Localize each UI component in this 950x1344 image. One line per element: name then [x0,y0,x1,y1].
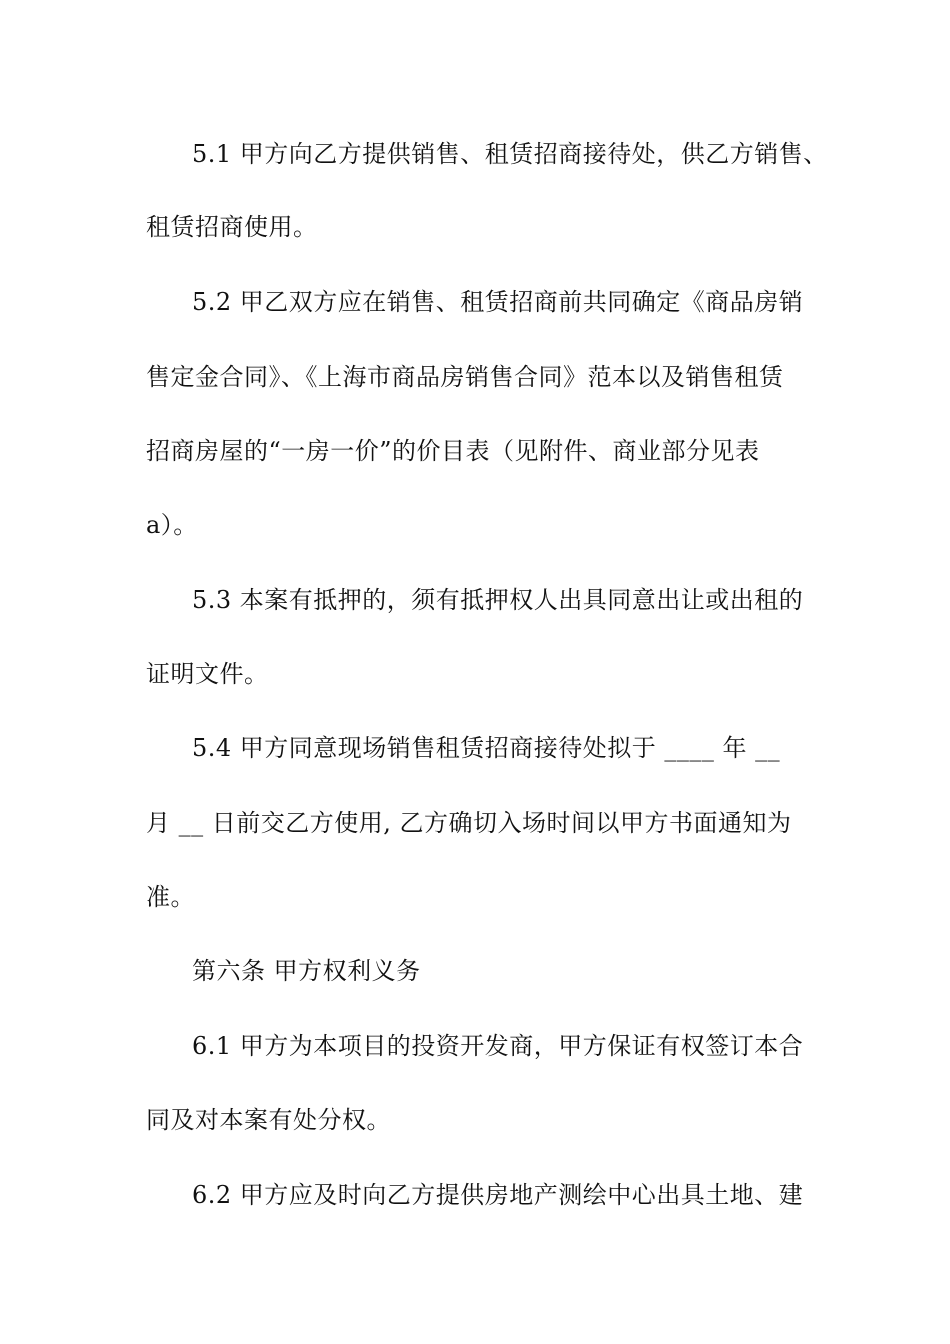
clause-5-3-line-1: 5.3 本案有抵押的，须有抵押权人出具同意出让或出租的 [192,586,804,614]
clause-5-1-line-2: 租赁招商使用。 [146,213,318,241]
clause-5-2-line-4: a）。 [146,511,198,539]
clause-5-1-line-1: 5.1 甲方向乙方提供销售、租赁招商接待处，供乙方销售、 [192,140,828,168]
clause-6-1-line-2: 同及对本案有处分权。 [146,1106,391,1134]
clause-5-4-line-3: 准。 [146,883,195,911]
clause-5-3-line-2: 证明文件。 [146,660,269,688]
clause-5-4-line-1: 5.4 甲方同意现场销售租赁招商接待处拟于 ____ 年 __ [192,734,781,762]
clause-5-4-line-2: 月 __ 日前交乙方使用, 乙方确切入场时间以甲方书面通知为 [146,809,792,837]
clause-5-2-line-3: 招商房屋的“一房一价”的价目表（见附件、商业部分见表 [146,437,760,465]
article-6-heading: 第六条 甲方权利义务 [192,957,421,985]
clause-6-2-line-1: 6.2 甲方应及时向乙方提供房地产测绘中心出具土地、建 [192,1181,804,1209]
clause-5-2-line-2: 售定金合同》、《上海市商品房销售合同》范本以及销售租赁 [146,363,784,391]
clause-5-2-line-1: 5.2 甲乙双方应在销售、租赁招商前共同确定《商品房销 [192,288,804,316]
clause-6-1-line-1: 6.1 甲方为本项目的投资开发商，甲方保证有权签订本合 [192,1032,804,1060]
